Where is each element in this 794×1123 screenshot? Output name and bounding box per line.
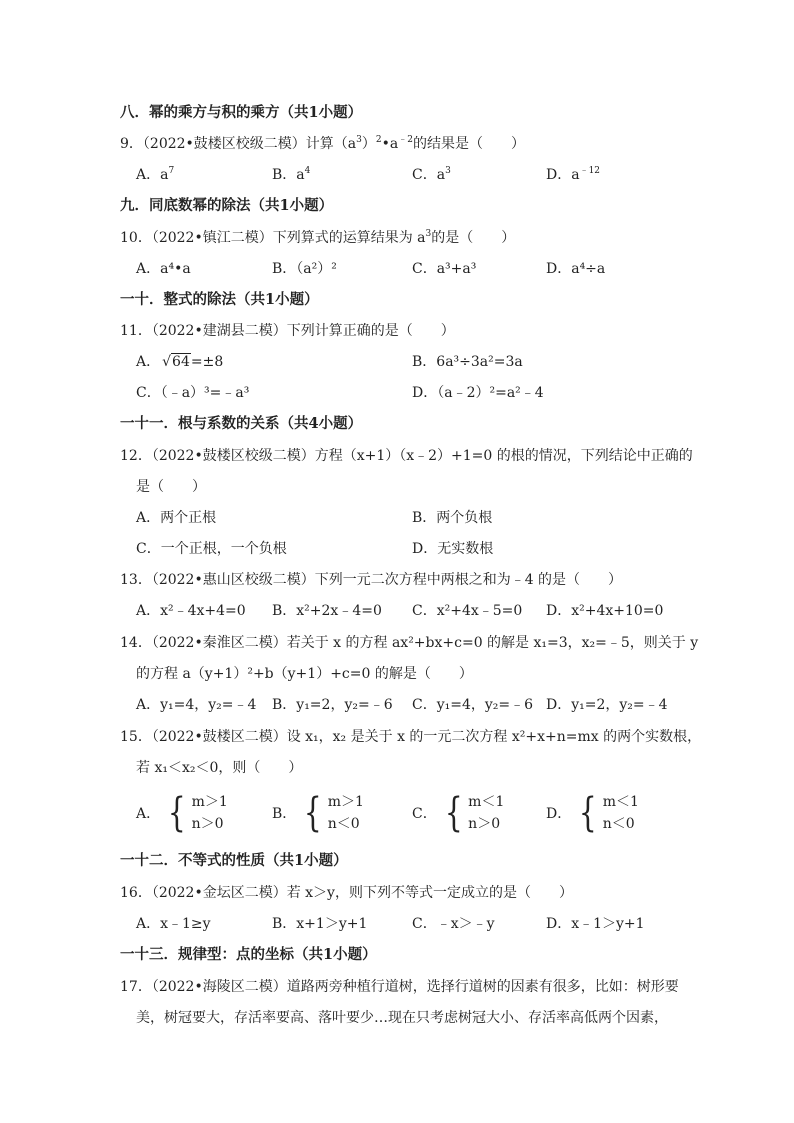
section-heading: 一十一．根与系数的关系（共4小题） — [120, 415, 363, 432]
section-heading: 一十二．不等式的性质（共1小题） — [120, 852, 348, 869]
q10-option-c: C．a³+a³ — [412, 261, 477, 277]
q15-option-b: B． { m＞1 n＜0 — [272, 790, 364, 836]
q16-option-d: D．x﹣1＞y+1 — [546, 916, 645, 932]
q13-option-a: A．x²﹣4x+4=0 — [136, 603, 246, 619]
question-17-stem-line2: 美，树冠要大，存活率要高、落叶要少…现在只考虑树冠大小、存活率高低两个因素， — [136, 1010, 668, 1026]
q11-option-c: C．（﹣a）³=﹣a³ — [136, 385, 250, 401]
question-13-stem: 13．（2022•惠山区校级二模）下列一元二次方程中两根之和为﹣4 的是（ ） — [120, 572, 623, 588]
q9-option-a: A．$a^7$ — [136, 166, 175, 183]
brace-icon: { — [579, 790, 597, 836]
q13-option-b: B．x²+2x﹣4=0 — [272, 603, 382, 619]
q9-option-d: D．$a^{﹣12}$ — [546, 166, 601, 183]
section-heading: 一十三．规律型：点的坐标（共1小题） — [120, 946, 377, 963]
q15-option-c: C． { m＜1 n＞0 — [412, 790, 505, 836]
section-heading: 八．幂的乘方与积的乘方（共1小题） — [120, 104, 363, 121]
q9-option-c: C．$a^3$ — [412, 166, 451, 183]
brace-icon: { — [304, 790, 322, 836]
q11-option-d: D．（a﹣2）²=a²﹣4 — [412, 385, 544, 401]
q16-option-c: C．﹣x＞﹣y — [412, 916, 495, 932]
question-16-stem: 16．（2022•金坛区二模）若 x＞y，则下列不等式一定成立的是（ ） — [120, 885, 573, 901]
q15-option-d: D． { m＜1 n＜0 — [546, 790, 639, 836]
section-heading: 九．同底数幂的除法（共1小题） — [120, 197, 334, 214]
question-11-stem: 11．（2022•建湖县二模）下列计算正确的是（ ） — [120, 323, 455, 339]
q16-option-a: A．x﹣1≥y — [136, 916, 211, 932]
question-14-stem-line2: 的方程 a（y+1）²+b（y+1）+c=0 的解是（ ） — [136, 666, 473, 682]
q10-option-b: B．（a²）² — [272, 261, 337, 277]
q9-option-b: B．$a^4$ — [272, 166, 311, 183]
q11-option-a: A． √64=±8 — [136, 354, 224, 370]
q12-option-c: C．一个正根，一个负根 — [136, 541, 287, 557]
q13-option-d: D．x²+4x+10=0 — [546, 603, 664, 619]
brace-icon: { — [444, 790, 463, 836]
q14-option-d: D．y₁=2，y₂=﹣4 — [546, 697, 668, 713]
q15-option-a: A． { m＞1 n＞0 — [136, 790, 228, 836]
q14-option-c: C．y₁=4，y₂=﹣6 — [412, 697, 534, 713]
q10-option-a: A．a⁴•a — [136, 261, 191, 277]
question-17-stem-line1: 17．（2022•海陵区二模）道路两旁种植行道树，选择行道树的因素有很多，比如：树形要 — [120, 979, 679, 995]
brace-icon: { — [167, 790, 186, 836]
square-root-icon: √64 — [162, 354, 190, 370]
q11-option-b: B．6a³÷3a²=3a — [412, 354, 523, 370]
q14-option-b: B．y₁=2，y₂=﹣6 — [272, 697, 393, 713]
q12-option-a: A．两个正根 — [136, 510, 217, 526]
q14-option-a: A．y₁=4，y₂=﹣4 — [136, 697, 257, 713]
question-15-stem-line1: 15．（2022•鼓楼区二模）设 x₁，x₂ 是关于 x 的一元二次方程 x²+x+n=mx 的两个实数根， — [120, 729, 702, 745]
q10-option-d: D．a⁴÷a — [546, 261, 606, 277]
q13-option-c: C．x²+4x﹣5=0 — [412, 603, 523, 619]
question-14-stem-line1: 14．（2022•秦淮区二模）若关于 x 的方程 ax²+bx+c=0 的解是 x₁=3，x₂=﹣5，则关于 y — [120, 635, 699, 651]
question-12-stem-line2: 是（ ） — [136, 479, 206, 495]
section-heading: 一十．整式的除法（共1小题） — [120, 291, 319, 308]
question-15-stem-line2: 若 x₁＜x₂＜0，则（ ） — [136, 760, 303, 776]
q16-option-b: B．x+1＞y+1 — [272, 916, 368, 932]
q12-option-d: D．无实数根 — [412, 541, 494, 557]
question-9-stem: 9．（2022•鼓楼区校级二模）计算$(a^3)^2•a^{﹣2}$的结果是（ ） — [120, 135, 525, 152]
q12-option-b: B．两个负根 — [412, 510, 493, 526]
question-10-stem: 10．（2022•镇江二模）下列算式的运算结果为 $a^3$的是（ ） — [120, 229, 516, 246]
question-12-stem-line1: 12．（2022•鼓楼区校级二模）方程（x+1）（x﹣2）+1=0 的根的情况，下列结论中正确的 — [120, 448, 693, 464]
